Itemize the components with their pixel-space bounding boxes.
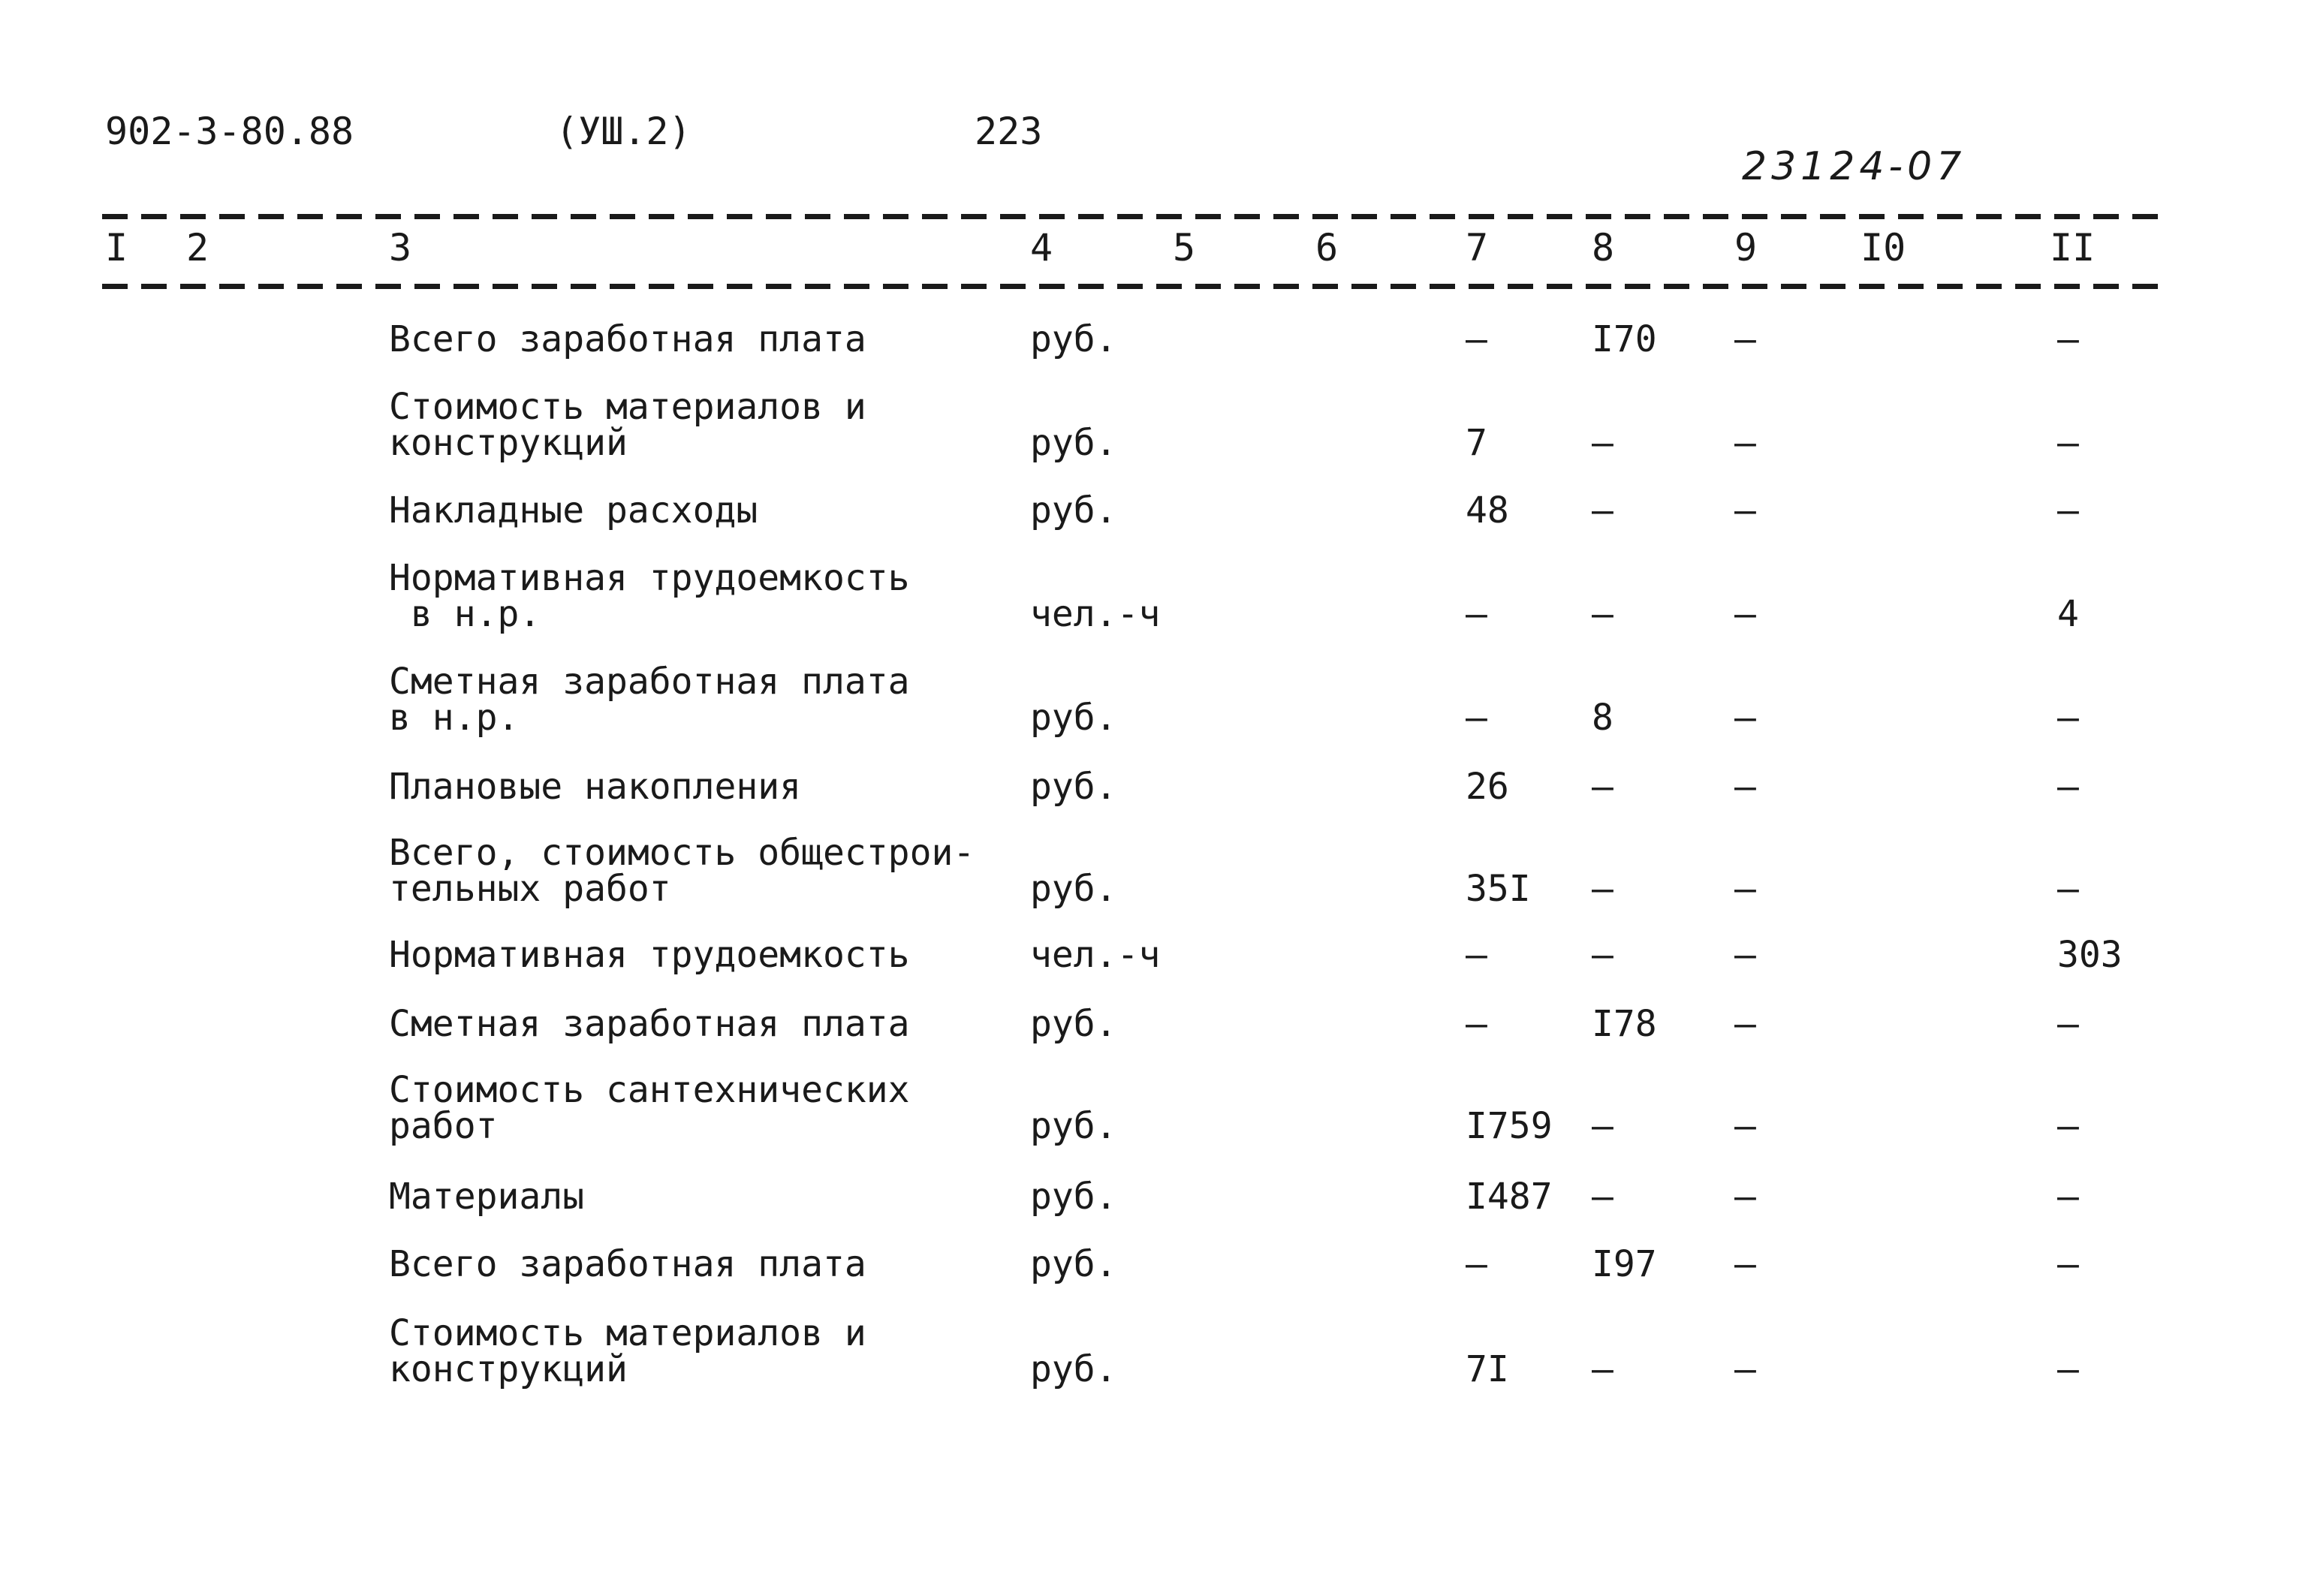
row-description	[389, 1312, 866, 1390]
unit-cell: руб.	[1030, 868, 1117, 910]
column-9-cell: –	[1734, 1243, 1756, 1285]
unit-cell: чел.-ч	[1030, 934, 1161, 976]
column-7-cell: 26	[1466, 766, 1509, 808]
column-8-cell: –	[1592, 868, 1614, 910]
column-11-cell: 4	[2057, 593, 2079, 635]
unit-cell: чел.-ч	[1030, 593, 1161, 635]
column-9-cell: –	[1734, 868, 1756, 910]
column-11-cell: –	[2057, 766, 2079, 808]
unit-cell: руб.	[1030, 489, 1117, 531]
row-description	[389, 934, 910, 976]
row-description	[389, 1243, 866, 1285]
column-number: 5	[1173, 226, 1196, 270]
column-7-cell: –	[1466, 1003, 1487, 1045]
unit-cell: руб.	[1030, 697, 1117, 739]
column-11-cell: –	[2057, 1348, 2079, 1390]
column-9-cell: –	[1734, 934, 1756, 976]
row-description-line: работ	[389, 1105, 498, 1147]
column-9-cell: –	[1734, 697, 1756, 739]
column-9-cell: –	[1734, 422, 1756, 464]
row-description-line: тельных работ	[389, 868, 671, 910]
column-8-cell: –	[1592, 766, 1614, 808]
row-description-line: в н.р.	[389, 593, 541, 635]
column-number: 2	[186, 226, 209, 270]
column-7-cell: –	[1466, 1243, 1487, 1285]
column-number: 8	[1592, 226, 1615, 270]
column-11-cell: –	[2057, 1105, 2079, 1147]
table-header-rule	[102, 284, 2159, 289]
row-description-line: конструкций	[389, 1348, 628, 1390]
column-8-cell: I70	[1592, 318, 1657, 360]
column-11-cell: 303	[2057, 934, 2123, 976]
column-11-cell: –	[2057, 697, 2079, 739]
column-number: 4	[1030, 226, 1053, 270]
column-11-cell: –	[2057, 868, 2079, 910]
row-description-line: Стоимость материалов и	[389, 1312, 866, 1354]
row-description-line: Всего, стоимость общестрои-	[389, 832, 975, 874]
column-9-cell: –	[1734, 593, 1756, 635]
column-11-cell: –	[2057, 422, 2079, 464]
row-description-line: Всего заработная плата	[389, 318, 866, 360]
unit-cell: руб.	[1030, 1243, 1117, 1285]
unit-cell: руб.	[1030, 766, 1117, 808]
column-7-cell: –	[1466, 934, 1487, 976]
row-description	[389, 386, 866, 464]
column-11-cell: –	[2057, 1176, 2079, 1218]
column-11-cell: –	[2057, 1003, 2079, 1045]
column-7-cell: 7	[1466, 422, 1487, 464]
column-7-cell: –	[1466, 318, 1487, 360]
column-8-cell: –	[1592, 1105, 1614, 1147]
row-description-line: Плановые накопления	[389, 766, 802, 808]
column-11-cell: –	[2057, 318, 2079, 360]
column-7-cell: I487	[1466, 1176, 1553, 1218]
unit-cell: руб.	[1030, 1003, 1117, 1045]
row-description-line: конструкций	[389, 422, 628, 464]
column-11-cell: –	[2057, 1243, 2079, 1285]
column-7-cell: –	[1466, 593, 1487, 635]
row-description-line: в н.р.	[389, 697, 520, 739]
column-9-cell: –	[1734, 318, 1756, 360]
row-description	[389, 1003, 910, 1045]
column-number: I	[105, 226, 128, 270]
row-description-line: Нормативная трудоемкость	[389, 557, 910, 599]
unit-cell: руб.	[1030, 318, 1117, 360]
column-7-cell: 48	[1466, 489, 1509, 531]
row-description	[389, 489, 758, 531]
column-8-cell: –	[1592, 489, 1614, 531]
row-description-line: Накладные расходы	[389, 489, 758, 531]
table-top-rule	[102, 214, 2159, 219]
row-description	[389, 557, 910, 635]
row-description-line: Стоимость материалов и	[389, 386, 866, 428]
column-7-cell: 35I	[1466, 868, 1531, 910]
column-9-cell: –	[1734, 489, 1756, 531]
unit-cell: руб.	[1030, 1176, 1117, 1218]
column-7-cell: 7I	[1466, 1348, 1509, 1390]
column-9-cell: –	[1734, 1105, 1756, 1147]
unit-cell: руб.	[1030, 422, 1117, 464]
row-description-line: Сметная заработная плата	[389, 1003, 910, 1045]
column-8-cell: I78	[1592, 1003, 1657, 1045]
row-description-line: Нормативная трудоемкость	[389, 934, 910, 976]
unit-cell: руб.	[1030, 1348, 1117, 1390]
column-number: 6	[1315, 226, 1339, 270]
column-9-cell: –	[1734, 1176, 1756, 1218]
column-8-cell: I97	[1592, 1243, 1657, 1285]
row-description	[389, 766, 802, 808]
column-number: 3	[389, 226, 412, 270]
column-9-cell: –	[1734, 1348, 1756, 1390]
column-number: 7	[1466, 226, 1489, 270]
row-description-line: Стоимость сантехнических	[389, 1069, 910, 1111]
row-description	[389, 318, 866, 360]
column-7-cell: I759	[1466, 1105, 1553, 1147]
document-code: 902-3-80.88	[105, 110, 354, 153]
column-number: I0	[1861, 226, 1906, 270]
column-8-cell: –	[1592, 422, 1614, 464]
handwritten-number: 23124-07	[1742, 144, 1966, 189]
column-11-cell: –	[2057, 489, 2079, 531]
column-number: 9	[1734, 226, 1758, 270]
row-description	[389, 661, 910, 739]
row-description	[389, 1176, 585, 1218]
row-description-line: Всего заработная плата	[389, 1243, 866, 1285]
row-description	[389, 1069, 910, 1147]
column-8-cell: –	[1592, 593, 1614, 635]
column-8-cell: –	[1592, 934, 1614, 976]
column-8-cell: –	[1592, 1348, 1614, 1390]
unit-cell: руб.	[1030, 1105, 1117, 1147]
row-description-line: Сметная заработная плата	[389, 661, 910, 703]
section-label: (УШ.2)	[556, 110, 692, 153]
column-9-cell: –	[1734, 766, 1756, 808]
row-description	[389, 832, 975, 910]
page-number: 223	[975, 110, 1043, 153]
column-8-cell: –	[1592, 1176, 1614, 1218]
row-description-line: Материалы	[389, 1176, 585, 1218]
column-9-cell: –	[1734, 1003, 1756, 1045]
column-number: II	[2050, 226, 2096, 270]
column-8-cell: 8	[1592, 697, 1614, 739]
column-7-cell: –	[1466, 697, 1487, 739]
